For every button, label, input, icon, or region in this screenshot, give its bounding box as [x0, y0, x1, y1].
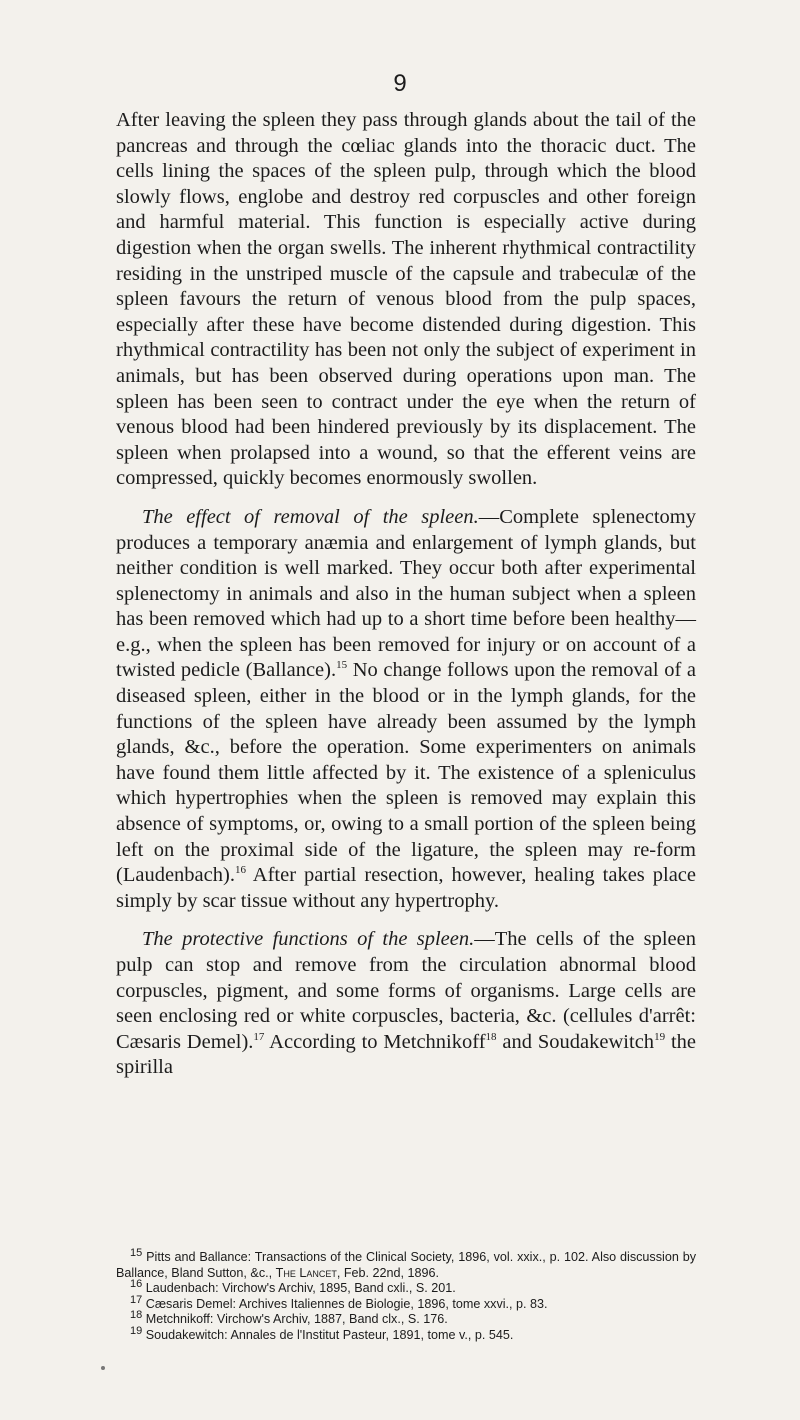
footnote-number: 17	[130, 1293, 143, 1306]
footnotes	[116, 1246, 696, 1344]
footnote-number: 15	[130, 1246, 143, 1259]
footnote-text: Soudakewitch: Annales de l'Institut Pasteur, 1891, tome v., p. 545.	[145, 1327, 514, 1342]
footnote-ref: 19	[654, 1030, 666, 1043]
footnote-text: Laudenbach: Virchow's Archiv, 1895, Band cxli., S. 201.	[145, 1281, 456, 1296]
footnote-number: 18	[130, 1309, 143, 1322]
section-heading-removal: The effect of removal of the spleen.	[142, 505, 479, 528]
footnote-number: 16	[130, 1278, 143, 1290]
footnote-ref: 17	[253, 1030, 265, 1043]
paragraph-text: —The cells of the spleen pulp can stop and remove from the circulation abnormal blood corpuscles, pigment, and some forms of organisms. Large cells are seen enclosing red or white corpuscles, bacteria, &c. (cellules d'arrêt: Cæsaris Demel).	[116, 928, 696, 1053]
footnote	[116, 1246, 696, 1281]
body-text	[116, 108, 696, 1081]
footnote-text: Metchnikoff: Virchow's Archiv, 1887, Band clx., S. 176.	[145, 1312, 448, 1327]
paragraph-protective-functions	[116, 927, 696, 1081]
print-speck	[101, 1366, 105, 1370]
footnote	[116, 1324, 696, 1344]
paragraph-text: —Complete splenectomy produces a temporary anæmia and enlargement of lymph glands, but neither condition is well marked. They occur both after experimental splenectomy in animals and also in the human subject when a spleen has been removed which had up to a short time before been healthy—e.g., when the spleen has been removed for injury or on account of a twisted pedicle (Ballance).	[116, 505, 696, 682]
paragraph-text: After partial resection, however, healing takes place simply by scar tissue without any hypertrophy.	[116, 864, 696, 912]
paragraph-removal-of-spleen	[116, 505, 696, 915]
footnote-ref: 16	[234, 864, 246, 877]
footnote-text: Cæsaris Demel: Archives Italiennes de Biologie, 1896, tome xxvi., p. 83.	[145, 1296, 548, 1311]
footnote	[116, 1293, 696, 1313]
paragraph-spleen-function	[116, 108, 696, 492]
section-heading-protective: The protective functions of the spleen.	[142, 928, 475, 951]
footnote-ref: 15	[336, 659, 348, 672]
footnote-number: 19	[130, 1324, 143, 1337]
footnote-journal: The Lancet	[275, 1265, 337, 1280]
paragraph-text: According to Metchnikoff	[264, 1030, 486, 1053]
paragraph-text: No change follows upon the removal of a diseased spleen, either in the blood or in the lymph glands, for the functions of the spleen have already been assumed by the lymph glands, &c., before the operation. Some experimenters on animals have found them little affected by it. The existence of a spleniculus which hypertrophies when the spleen is removed may explain this absence of symptoms, or, owing to a small portion of the spleen being left on the proximal side of the ligature, the spleen may re-form (Laudenbach).	[116, 659, 696, 887]
paragraph-text: After leaving the spleen they pass through glands about the tail of the pancreas and through the cœliac glands into the thoracic duct. The cells lining the spaces of the spleen pulp, through which the blood slowly flows, englobe and destroy red corpuscles and other foreign and harmful material. This function is especially active during digestion when the organ swells. The inherent rhythmical contractility residing in the unstriped muscle of the capsule and trabeculæ of the spleen favours the return of venous blood from the pulp spaces, especially after these have become distended during digestion. This rhythmical contractility has been not only the subject of experiment in animals, but has been observed during operations upon man. The spleen has been seen to contract under the eye when the return of venous blood had been hindered previously by its displacement. The spleen when prolapsed into a wound, so that the efferent veins are compressed, quickly becomes enormously swollen.	[116, 109, 696, 490]
footnote-ref: 18	[485, 1030, 497, 1043]
page-number: 9	[393, 70, 407, 97]
paragraph-text: and Soudakewitch	[496, 1030, 655, 1053]
footnote	[116, 1309, 696, 1328]
paragraph-text: the spirilla	[116, 1030, 696, 1079]
footnote-text: , Feb. 22nd, 1896.	[336, 1265, 440, 1280]
footnote	[116, 1278, 696, 1297]
footnote-text: Pitts and Ballance: Transactions of the Clinical Society, 1896, vol. xxix., p. 102. Also discussion by Ballance, Bland Sutton, &c.,	[116, 1250, 696, 1280]
